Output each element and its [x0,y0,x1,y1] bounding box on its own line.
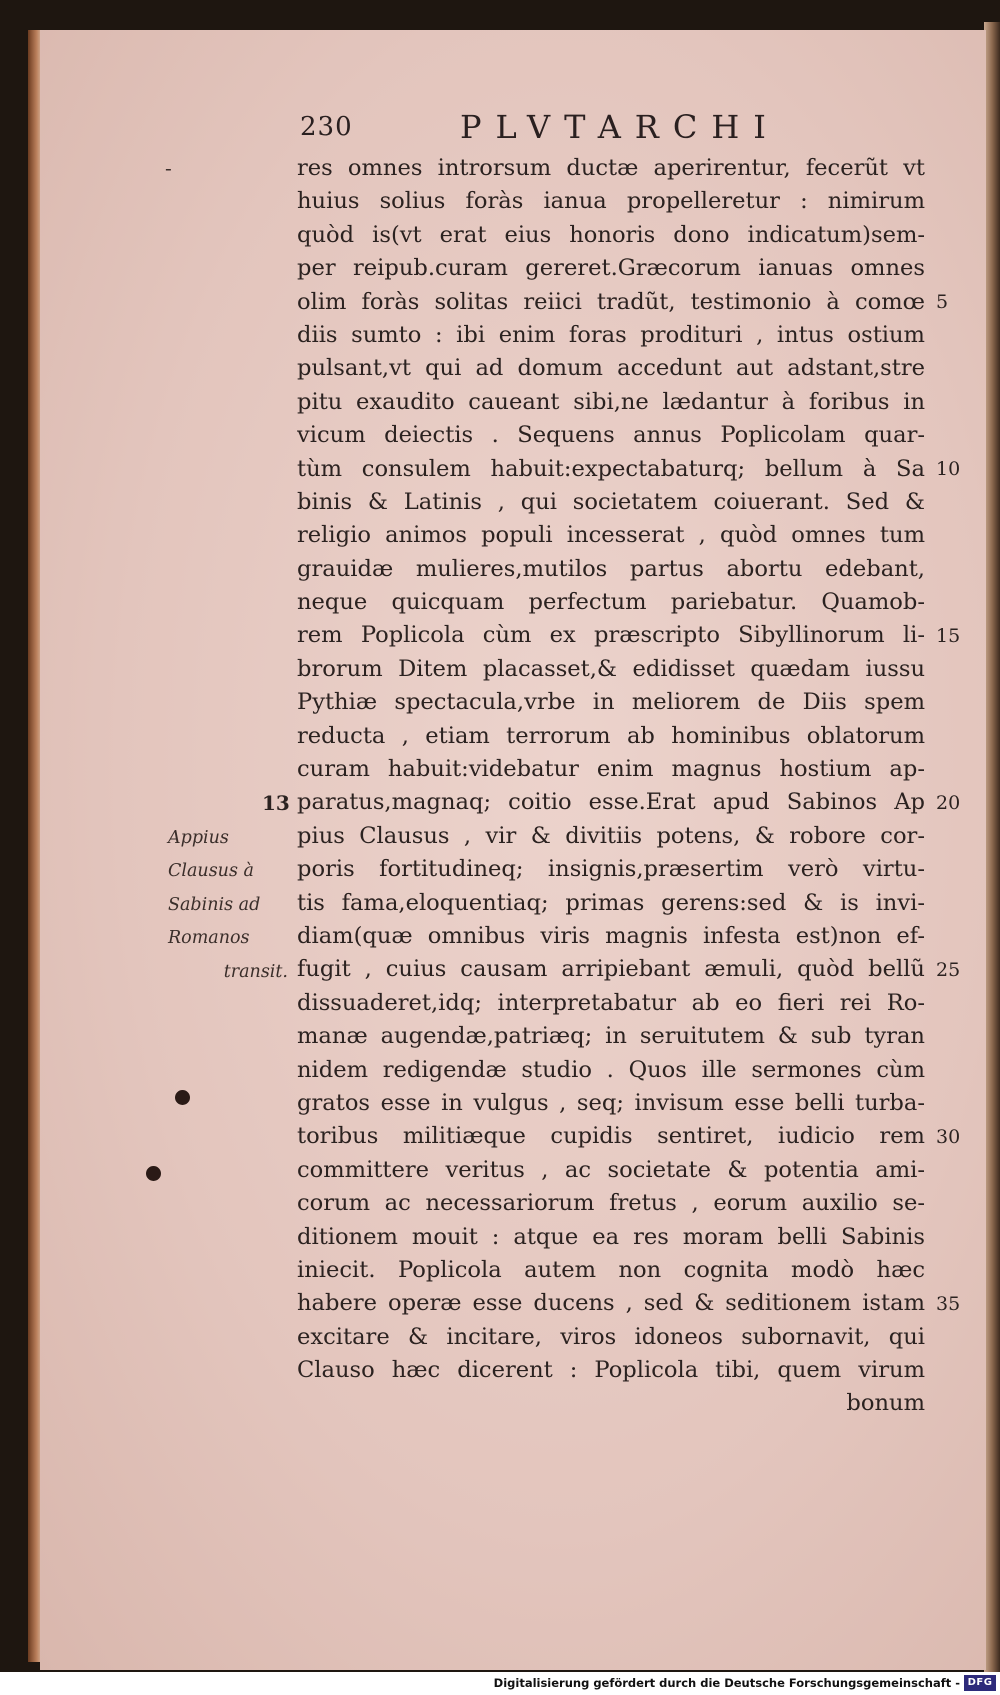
page-number: 230 [300,112,353,142]
section-number: 13 [262,791,290,815]
marginal-note-line: Romanos [168,928,250,949]
text-line: gratos esse in vulgus , seq; invisum esse belli turba- [297,1089,925,1116]
text-line: bonum [846,1390,925,1417]
text-line: diam(quæ omnibus viris magnis infesta est)non ef- [297,922,925,949]
text-line: huius solius foràs ianua propelleretur : nimirum [297,188,925,215]
marginal-note-line: Clausus à [168,861,254,882]
text-line: corum ac necessariorum fretus , eorum auxilio se- [297,1190,925,1217]
marginal-note-line: Appius [168,828,229,848]
line-number: 35 [936,1292,961,1315]
text-line: manæ augendæ,patriæq; in seruitutem & sub tyran [297,1023,925,1050]
line-number: 30 [936,1125,961,1148]
text-line: Clauso hæc dicerent : Poplicola tibi, quem virum [297,1357,925,1384]
text-line: tis fama,eloquentiaq; primas gerens:sed & is invi- [297,889,925,916]
line-number: 25 [936,958,961,981]
text-line: pius Clausus , vir & divitiis potens, & robore cor- [297,822,925,849]
text-line: diis sumto : ibi enim foras prodituri , intus ostium [297,321,925,348]
text-line: pulsant,vt qui ad domum accedunt aut adstant,stre [297,355,925,382]
footer-credit: Digitalisierung gefördert durch die Deutsche Forschungsgemeinschaft - [493,1676,960,1690]
page-header [300,108,860,152]
text-line: fugit , cuius causam arripiebant æmuli, quòd bellũ [297,956,925,983]
text-line: ditionem mouit : atque ea res moram belli Sabinis [297,1223,925,1250]
page-right-edge [984,22,1000,1672]
text-line: nidem redigendæ studio . Quos ille sermones cùm [297,1056,925,1083]
text-line: quòd is(vt erat eius honoris dono indicatum)sem- [297,221,925,248]
text-line: poris fortitudineq; insignis,præsertim verò virtu- [297,856,925,883]
digitization-footer [0,1672,1000,1695]
text-line: iniecit. Poplicola autem non cognita modò hæc [297,1256,925,1283]
line-number: 10 [936,457,961,480]
line-number: 5 [936,290,949,313]
ink-blot [146,1166,161,1181]
dfg-logo: DFG [964,1675,996,1691]
line-number: 20 [936,791,961,814]
running-title: PLVTARCHI [460,108,780,146]
text-line: dissuaderet,idq; interpretabatur ab eo fieri rei Ro- [297,989,925,1016]
text-line: grauidæ mulieres,mutilos partus abortu edebant, [297,555,925,582]
body-text [297,152,925,1421]
text-line: tùm consulem habuit:expectabaturq; bellum à Sa [297,455,925,482]
text-line: rem Poplicola cùm ex præscripto Sibyllinorum li- [297,622,925,649]
line-number: 15 [936,624,961,647]
text-line: per reipub.curam gereret.Græcorum ianuas omnes [297,255,925,282]
text-line: res omnes introrsum ductæ aperirentur, fecerũt vt [297,155,925,181]
text-line: toribus militiæque cupidis sentiret, iudicio rem [297,1123,925,1150]
text-line: committere veritus , ac societate & potentia ami- [297,1156,925,1183]
text-line: curam habuit:videbatur enim magnus hostium ap- [297,756,925,783]
text-line: vicum deiectis . Sequens annus Poplicolam quar- [297,422,925,449]
marginal-note-line: transit. [223,961,288,982]
text-line: reducta , etiam terrorum ab hominibus oblatorum [297,722,925,749]
marginal-note [168,822,288,989]
text-line: binis & Latinis , qui societatem coiuerant. Sed & [297,488,925,515]
margin-dash-mark: - [165,156,172,180]
text-line: excitare & incitare, viros idoneos subornavit, qui [297,1323,925,1350]
text-line: neque quicquam perfectum pariebatur. Quamob- [297,589,925,616]
marginal-note-line: Sabinis ad [168,894,261,915]
ink-blot [175,1090,190,1105]
text-line: pitu exaudito caueant sibi,ne lædantur à foribus in [297,388,925,415]
text-line: Pythiæ spectacula,vrbe in meliorem de Diis spem [297,689,925,716]
text-line: paratus,magnaq; coitio esse.Erat apud Sabinos Ap [297,789,925,816]
text-line: habere operæ esse ducens , sed & seditionem istam [297,1290,925,1317]
text-line: brorum Ditem placasset,& edidisset quædam iussu [297,655,925,682]
text-line: religio animos populi incesserat , quòd omnes tum [297,522,925,549]
text-line: olim foràs solitas reiici tradũt, testimonio à comœ [297,288,925,315]
